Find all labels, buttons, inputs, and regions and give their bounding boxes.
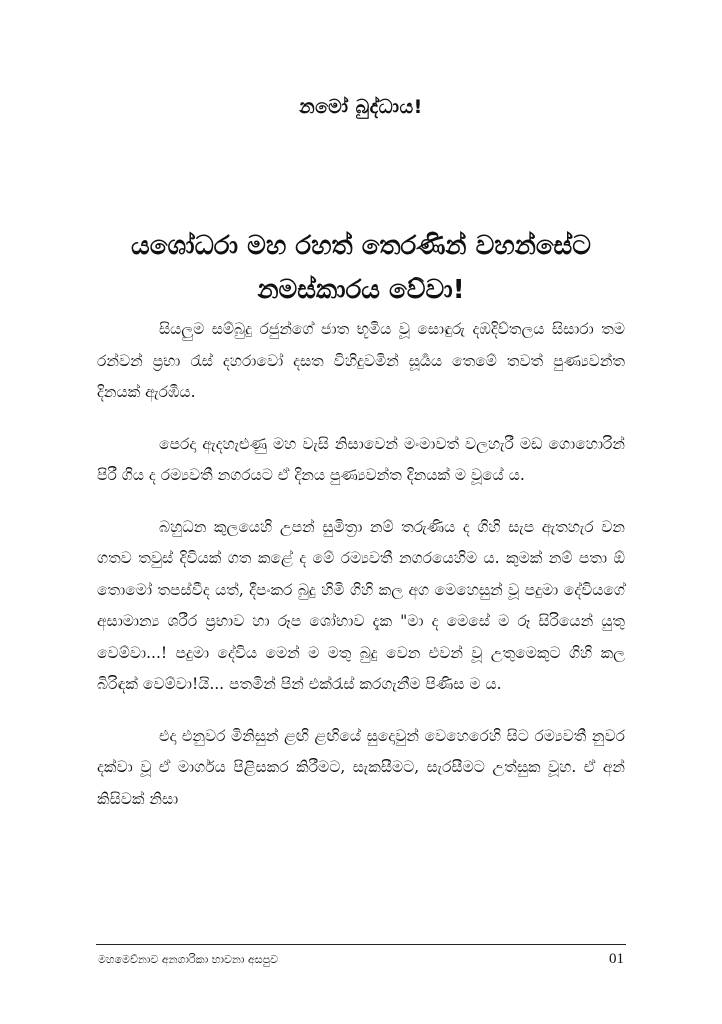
footer-book-title: මහමෙව්නාව අනගාරිකා භාවනා අසපුව <box>98 953 278 966</box>
page-title <box>60 224 662 312</box>
body-text <box>97 314 625 835</box>
paragraph-4: එදා එනුවර මිනිසුන් ළඟි ළඟියේ සුදොවුන් වෙහෙරෙහි සිට රම්‍යවතී නුවර දක්වා වූ ඒ මාර්ගය පිළිසකර කිරීමට, සැකසීමට, සැරසීමට උත්සුක වූහ. ඒ අන් කිසිවක් නිසා <box>97 726 625 808</box>
paragraph-2: පෙරදා ඇදහැළුණු මහ වැසි නිසාවෙන් මංමාවත් වලහැරී මඩ ගොහොරින් පිරී ගිය ද රම්‍යවතී නගරයට ඒ දිනය පුණ්‍යවන්ත දිනයක් ම වූයේ ය. <box>97 434 625 484</box>
paragraph-1: සියලුම සම්බුදු රජුන්ගේ ජාත භූමිය වූ සොඳුරු දඹදිව්තලය සිසාරා තම රන්වන් ප්‍රභා රැස් දහරාවෝ දසත විහිදුවමින් සූර්‍යය තෙමේ තවත් පුණ්‍යවන්ත දිනයක් ඇරඹීය. <box>97 320 625 401</box>
footer-divider <box>96 944 626 945</box>
invocation-heading: නමෝ බුද්ධාය! <box>299 96 423 118</box>
paragraph-3: බහුධන කුලයෙහි උපන් සුමිත්‍රා නම් තරුණිය ද ගිහි සැප ඇතහැර වන ගතව තවුස් දිවියක් ගත කළේ ද මේ රම්‍යවතී නගරයෙහිම ය. කුමක් නම් පතා ඕ තොමෝ තපස්වීද යත්, දීපංකර බුදු හිමි ගිහි කල අග මෙහෙසුන් වූ පදුමා දේවියගේ අසාමාන්‍ය ශරීර ප්‍රභාව හා රූප ශෝභාව දැක "මා ද මෙසේ ම රූ සිරියෙන් යුතු වෙම්වා...! පදුමා දේවිය මෙන් ම මතු බුදු වෙන එවන් වූ උතුමෙකුට ගිහි කල බිරිඳක් වෙම්වා!යි... පතමින් පින් එක්රැස් කරගැනීම පිණිස ම ය. <box>97 517 625 693</box>
page-title-line-2: නමස්කාරය වේවා! <box>257 275 465 305</box>
page-number: 01 <box>609 951 624 967</box>
page-title-line-1: යශෝධරා මහ රහත් තෙරණින් වහන්සේට <box>131 231 591 261</box>
